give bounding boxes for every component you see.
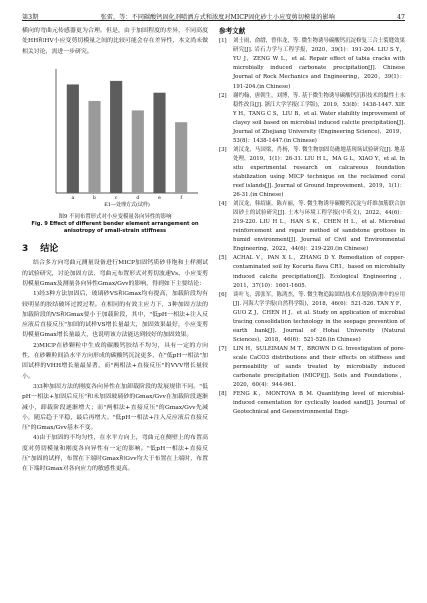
reference-list <box>219 37 405 417</box>
figure-9 <box>22 61 208 211</box>
references-heading: 参考文献 <box>219 27 246 35</box>
bar-chart <box>22 61 208 211</box>
reference-item <box>219 254 405 290</box>
conclusion-2: 2)MICP在砂颗粒中生成的碳酸钙胶结不均匀，具有一定的方向性，在砂颗粒间沿水平方向形成的碳酸钙沉淀更多，在"低pH一相法"加固试样的VHH增长量最显著，而"两相法+直接反压"的VVV增长量较小。 <box>22 342 208 380</box>
conclusion-4: 4)由于加固的不均匀性，在水平方向上，弯曲元在侧壁上的布置高度对剪切模量和刚度各向异性有一定的影响。"低pH一相法+直接反压"加固的试样，布置在下端时Gmax和Gvv均大于布置在上端时，布置在下端时Gmax对各向应力的敏感性更高。 <box>22 435 208 473</box>
x-tick-label: f <box>180 195 183 201</box>
reference-item <box>219 92 405 146</box>
reference-text: FENG K，MONTOYA B M. Quantifying level of microbial-induced cementation for cyclically loaded sand[J]. Journal of Geotechnical and Geoenvironmental Engi- <box>233 391 405 416</box>
x-axis-label: E1—处理方式(试样) <box>104 201 150 208</box>
x-tick-label: c <box>114 195 118 201</box>
reference-text: 刘汉龙，马国梁，肖杨，等. 微生物加固岛礁地基现场试验研究[J]. 地基处理，2019，1(1)：26-31. LIU H L，MA G L，XIAO Y，et al. In situ experimental research on calcareous foundation stabilization using MICP technique on the reclaimed coral reef islands[J]. Journal of Ground Improvement，2019，1(1)：26-31.(in Chinese) <box>233 146 405 199</box>
reference-item <box>219 390 405 417</box>
left-column <box>22 26 208 475</box>
reference-text: 刘士雨，俞缙，曾伟龙，等. 微生物诱导碳酸钙沉淀修复三合土裂缝效果研究[J]. 岩石力学与工程学报，2020，39(1)：191-204. LIU S Y，YU J，ZENG W L，et al. Repair effect of tabia cracks with microbially induced carbonate precipitation[J]. Chinese Journal of Rock Mechanics and Engineering，2020，39(1)：191-204.(in Chinese) <box>233 38 405 90</box>
x-tick-label: b <box>93 195 96 201</box>
reference-text: ACHAL V，PAN X L，ZHANG D Y. Remediation of copper-contaminated soil by Kocuria flava CR1，based on microbially induced calcite precipitation[J]. Ecological Engineering，2011，37(10)：1601-1605. <box>233 255 405 289</box>
bar-f <box>175 122 187 193</box>
figure-caption-en: Fig. 9 Effect of different bender element arrangement on anisotropy of small-strain stiffness <box>31 220 199 235</box>
conclusion-1: 1)经3种方法加固后，玻璃砂VS和Gmax均有提高，加载阶段均有较明显的胶结破坏过渡过程。在相同的有效主应力下，3种加固方法的加载阶段的VS和Gmax要小于加载阶段，其中，"低pH一相法+注入反应液后直接反压"加固的试样VS增长量最大，加固效果最好，小应变剪切模量Gmax增长量最大，也说明该方法能达到较好的加固效果。 <box>22 291 208 339</box>
reference-item <box>219 291 405 345</box>
x-tick-label: e <box>158 195 161 201</box>
reference-number: [4] <box>219 201 227 208</box>
conclusion-intro: 结合多方向弯曲元测量设备进行MICP加固钙质砂非饱和土样测试的试验研究，讨论加固方法、弯曲元布置形式对剪切波速Vs、小应变剪切模量Gmax及测量各向异性Gmax/Gvv的影响，得到如下主要结论： <box>22 260 208 287</box>
reference-item <box>219 146 405 200</box>
section-heading <box>22 244 208 254</box>
right-column <box>219 26 405 417</box>
page-number: 47 <box>397 14 405 21</box>
reference-number: [1] <box>219 38 227 45</box>
bar-d <box>132 110 144 193</box>
reference-number: [3] <box>219 146 227 153</box>
running-title: 张雷，等：不同碳酸钙固化剂喷洒方式和浓度对MICP固化砂土小应变剪切模量的影响 <box>100 14 335 21</box>
bar-a <box>67 84 79 193</box>
paragraph-top: 横向的弯曲元传感器更为合理。但是，由于加固程度的差异，不同高度处HH和HV小应变剪切模量之间的比较可能会存在差异性，本文尚未做相关讨论，需进一步研究。 <box>22 28 208 55</box>
reference-number: [2] <box>219 92 227 99</box>
reference-number: [5] <box>219 255 227 262</box>
reference-item <box>219 345 405 390</box>
reference-text: 刘汉龙，韩绍康，陈卉丽，等. 微生物诱导碳酸钙沉淀与纤维加筋联合加固砂土的试验研究[J]. 土木与环境工程学报(中英文)，2022，44(6)：219-220. LIU H L，HAN S K，CHEN H L，et al. Microbial reinforcement and repair method of sandstone grottoes in humid environment[J]. Journal of Civil and Environmental Engineering，2022，44(6)：219-220.(in Chinese) <box>233 201 405 253</box>
x-tick-label: d <box>136 195 140 201</box>
reference-text: LIN H，SULEIMAN M T，BROWN D G. Investigation of pore-scale CaCO3 distributions and their effects on stiffness and permeability of sands treated by microbially induced carbonate precipitation (MICP)[J]. Soils and Foundations，2020，60(4)：944-961. <box>233 345 405 389</box>
reference-text: 谈叶飞，郭张军，陈鸿杰，等. 微生物追踪固结技术在堤防防渗中的应用[J]. 河海大学学报(自然科学版)，2018，46(6)：521-526. TAN Y F，GUO Z J，CHEN H J，et al. Study on application of microbial tracing consolidation technology in the seepage prevention of earth bank[J]. Journal of Hohai University (Natural Sciences)，2018，46(6)：521-526.(in Chinese) <box>233 291 405 343</box>
header-rule <box>22 20 405 21</box>
reference-text: 谢约翰，唐朝生，刘博，等. 基于微生物诱导碳酸钙沉积技术的黏性土水稳性改良[J]. 浙江大学学报(工学版)，2019，53(8)：1438-1447. XIE Y H，TANG C S，LIU B，et al. Water stability improvement of clayey soil based on microbial induced calcite precipitation[J]. Journal of Zhejiang University (Engineering Science)，2019，53(8)：1438-1447.(in Chinese) <box>233 92 405 144</box>
reference-item <box>219 37 405 91</box>
section-number: 3 <box>22 244 29 255</box>
bar-c <box>110 81 122 193</box>
reference-number: [8] <box>219 391 227 398</box>
reference-item <box>219 200 405 254</box>
x-tick-label: a <box>71 195 75 201</box>
reference-number: [7] <box>219 345 227 352</box>
bar-b <box>88 101 100 193</box>
bar-e <box>153 93 165 193</box>
reference-number: [6] <box>219 291 227 298</box>
figure-caption-cn: 图9 不同布置形式对小应变模量各向异性的影响 <box>58 213 172 220</box>
issue-number: 第3期 <box>22 14 39 21</box>
section-title: 结论 <box>40 244 59 255</box>
conclusion-3: 3)3种加固方法的刚度各向异性在加卸载阶段的发展规律不同。"低pH一相法+加固后反压"和未加固玻璃砂的Gmax/Gvv在加载阶段逐渐减小，卸载阶段逐渐增大；而"两相法+直接反压"的Gmax/Gvv先减小，随后趋于平稳，最后再增大。"低pH一相法+注入反应液后直接反压"的Gmax/Gvv基本不变。 <box>22 383 208 432</box>
